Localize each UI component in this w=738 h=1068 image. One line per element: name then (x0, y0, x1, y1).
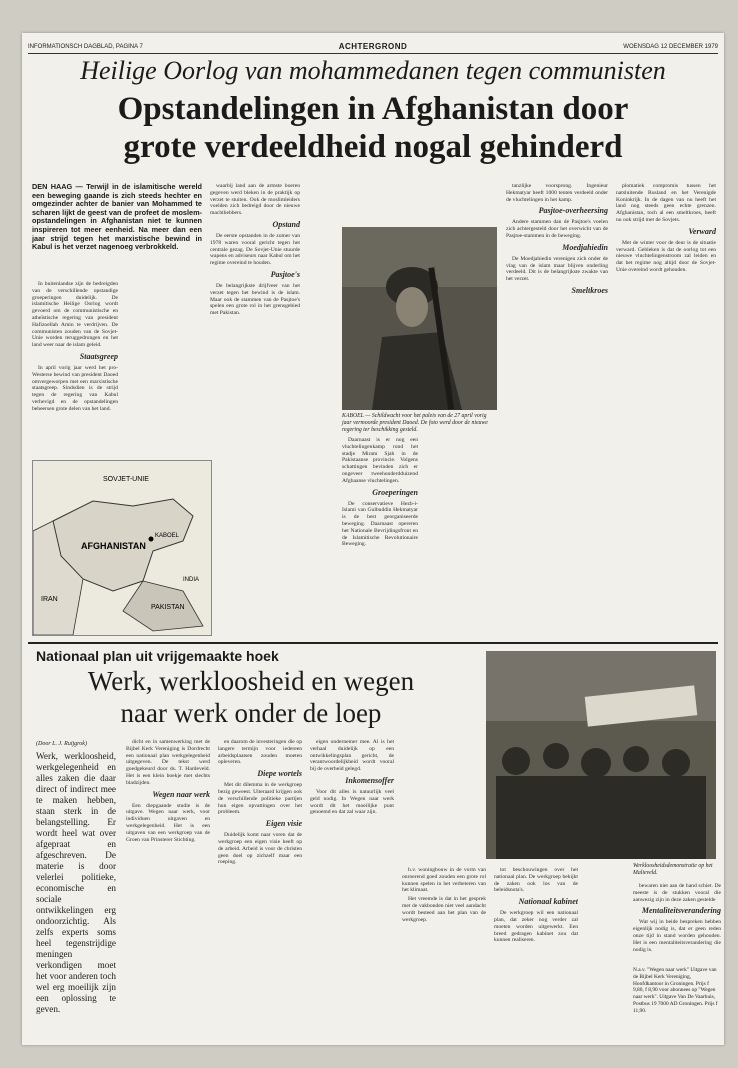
bottom-col3-sub: Diepe wortels (257, 769, 302, 779)
bottom-col6-sub: Nationaal kabinet (518, 897, 578, 907)
top-col4-text: Daarnaast is er nog een vluchtelingenkamp rond het stadje Miram Sjah in de Pakistaanse provincie. Volgens schattingen bevinden zich er ongeveer tweehonderdduizend Afghaanse vluchtelingen. (342, 437, 418, 484)
bottom-col4-sub: Inkomensoffer (345, 775, 394, 785)
newspaper-page (22, 33, 724, 1045)
bottom-col2-text: dicht en in samenwerking met de Bijbel Kerk Vereniging is Dordrecht een nationaal plan werkgelegenheid uitgegeven. De tekst werd goedgekeurd door ds. T. Hardeveld. Het is een klein boekje met slechts bladzijden. (126, 739, 210, 786)
map-label-sovjet: SOVJET-UNIE (103, 476, 149, 483)
top-col2-text: waarbij land aan de armste boeren gegeven werd bleken in de praktijk op verzet te stuiten. Ook de moslimleiders voelden zich bedreigd door de nieuwe machthebbers. (210, 183, 300, 217)
bottom-col7-sub: Mentaliteitsverandering (641, 906, 721, 916)
afghanistan-map (32, 460, 212, 636)
bottom-col-2 (126, 739, 210, 1039)
kabul-photo-caption: KABOEL — Schildwacht voor het paleis van de 27 april vorig jaar vermoorde president Daoed. De foto werd door de nieuwe regering ter beschikking gesteld. (342, 413, 488, 433)
bottom-col7-text: bewaren niet aan de hand schiet. De meeste is de stukken vooral die aanwezig zijn in deze zaken gestelde (633, 883, 721, 903)
map-label-india: INDIA (183, 577, 200, 583)
top-col-1 (32, 281, 118, 457)
top-headline-line2: grote verdeeldheid nogal gehinderd (123, 129, 623, 165)
top-col-5 (506, 183, 608, 635)
top-col-4 (342, 437, 418, 633)
top-col6-text2: Met de winter voor de deur is de situatie verward. Gebleken is dat de oorlog tot een nieuwe vluchtelingenstroom zal leiden en dat het regime nog altijd door de Sovjet-Unie overeind wordt gehouden. (616, 239, 716, 273)
bottom-col-7 (633, 883, 721, 965)
map-label-pakistan: PAKISTAN (151, 604, 185, 611)
top-col5-sub2: Moedjahiedin (562, 242, 608, 252)
kabul-dot (149, 537, 154, 542)
top-col1-text: In buitenlandse zijn de bedreigden van de verschillende opstandige groeperingen duidelijk. De islamitische Heilige Oorlog wordt gevoerd om de communistische en atheïstische regering van president Hafizoellah Amin te verdrijven. De communisten zouden van de Sovjet-Unie worden teruggedrongen en het land weer naar de islam geleid. (32, 281, 118, 349)
bottom-headline (36, 665, 466, 729)
demonstration-photo (486, 651, 716, 859)
bottom-headline-line1: Werk, werkloosheid en wegen (87, 666, 415, 696)
bottom-col7-text2: Wat wij in beide bespreken hebben eigenlijk nodig is, dat er geen reden onze tijd in stand worden gehouden. Het is een mentaliteitsverandering die nodig is. (633, 919, 721, 953)
top-lead: DEN HAAG — Terwijl in de islamitische wereld een beweging gaande is zich steeds hechter en omgezinder achter de banier van Mohammed te scharen lijkt de geest van de profeet de moslem-opstandelingen in Afghanistan niet te kunnen inspireren tot meer eenheid. Na meer dan een jaar strijd tegen het marxistische bewind in Kabul is het verzet nagenoeg verbrokkeld. (32, 182, 202, 252)
bottom-col5-text2: Het vreemde is dat in het gesprek met de vakbonden niet veel aandacht wordt besteed aan het plan van de werkgroep. (402, 896, 486, 923)
top-col4-sub: Groeperingen (372, 487, 418, 497)
header-section: ACHTERGROND (338, 42, 408, 51)
bottom-col3-text2: Met dit dilemma in de werkgroep bezig geweest. Uiteraard krijgen ook de verschillende politieke partijen hun eigen opvattingen over het probleem. (218, 782, 302, 816)
bottom-headline-line2: naar werk onder de loep (120, 698, 382, 728)
demonstration-photo-caption: Werkloosheidsdemonstratie op het Malieveld. (633, 863, 713, 876)
bottom-col4-text: eigen ondernemer mee. Al is het verhaal duidelijk op een ontwikkelingsplan gericht, de verantwoordelijkheid wordt vooral bij de overheid gelegd. (310, 739, 394, 773)
bottom-col5-text: h.v. woningbouw in de vorm van onroerend goed zouden een grote rol kunnen spelen in het verbeteren van het klimaat. (402, 867, 486, 894)
map-label-iran: IRAN (41, 596, 58, 603)
top-col2-sub: Opstand (272, 219, 300, 229)
top-col1-text2: In april vorig jaar werd het pro-Westerse bewind van president Daoed omvergeworpen met een marxistische staatsgreep. Sindsdien is de strijd tegen de regering van Kabul verhevigd en de opstandelingen beheersen grote delen van het land. (32, 364, 118, 412)
map-label-afghanistan: AFGHANISTAN (81, 541, 146, 551)
bottom-col4-text2: Voor dit alles is natuurlijk veel geld nodig. In Wegen naar werk wordt dit het moeilijke punt genoemd en dat zal waar zijn. (310, 788, 394, 816)
bottom-byline: (Door L. J. Ruijgrok) (36, 741, 87, 747)
bottom-col3-text: en daarom de investeringen die op langere termijn voor iedereen arbeidsplaatsen zouden moeten opleveren. (218, 739, 302, 766)
header-date: WOENSDAG 12 DECEMBER 1979 (623, 44, 718, 50)
top-headline-line1: Opstandelingen in Afghanistan door (117, 91, 629, 127)
bottom-col3-text3: Duidelijk komt naar voren dat de werkgroep een eigen visie heeft op de arbeid. Arbeid is voor de christen geen doel op zichzelf maar een roeping. (218, 832, 302, 866)
bottom-col3-sub2: Eigen visie (265, 819, 302, 829)
top-col2-text2: De eerste opstanden in de zomer van 1978 waren vooral gericht tegen het centrale gezag. De Sovjet-Unie stuurde wapens en adviseurs naar Kabul om het regime overeind te houden. (210, 232, 300, 267)
top-col2-sub2: Pasjtoe's (270, 269, 300, 279)
bottom-dropcap-column: Werk, werkloosheid, werkgelegenheid en alles zaken die daar direct of indirect mee te maken hebben, staan sterk in de belangstelling. Er wordt heel wat over afgepraat en afgeschreven. De materie is door velerlei politieke, economische en sociale ontwikkelingen erg ondoorzichtig. Als zelfs experts soms heel tegenstrijdige meningen verkondigen moet het voor anderen toch wel erg moeilijk zijn een oplossing te geven. (36, 751, 116, 1014)
bottom-col-3 (218, 739, 302, 1039)
bottom-col2-sub: Wegen naar werk (152, 789, 210, 799)
top-col6-sub: Verward (688, 226, 716, 236)
top-col6-text: plomatiek compromis tussen het natsluitende Rusland en het Verenigde Koninkrijk. In de dagen van nu heeft het land nog steeds geen echte grenzen. Afghanistan, toch al een smeltkroes, heeft nu ook strijd met de Sovjets. (616, 183, 716, 223)
bottom-col-5 (402, 867, 486, 1039)
top-col5-sub: Pasjtoe-overheersing (538, 206, 608, 216)
top-col-6 (616, 183, 716, 635)
bottom-col-6 (494, 867, 578, 1039)
top-kicker: Heilige Oorlog van mohammedanen tegen communisten (80, 56, 666, 85)
top-col1-sub: Staatsgreep (79, 351, 118, 361)
top-col5-text: tanzlijke voorsprong. Ingenieur Hekmatyar heeft 1000 tenten verdeeld onder de vluchtelingen in het kamp. (506, 183, 608, 203)
book-footnote: N.a.v. "Wegen naar werk" Uitgave van de Bijbel Kerk Vereniging, Hoofdkantoor in Groningen. Prijs f 9,80, f 8,90 voor abonnees op "Wegen naar werk". Uitgave Van De Vaarhuis, Postbus 19 7000 AD Groningen. Prijs f 11,90. (633, 967, 718, 1014)
map-label-kabul: KABOEL (155, 533, 180, 539)
section-divider (28, 642, 718, 644)
top-headline (30, 90, 716, 166)
header-paper-name: INFORMATIONSCH DAGBLAD, PAGINA 7 (28, 44, 143, 50)
kabul-guard-photo (342, 227, 497, 410)
top-col5-text3: De Moedjahiedin verenigen zich onder de vlag van de islam maar blijven onderling verdeeld. Dit is de belangrijkste zwakte van het verzet. (506, 255, 608, 283)
bottom-kicker: Nationaal plan uit vrijgemaakte hoek (36, 648, 279, 664)
bottom-col-4 (310, 739, 394, 1039)
top-col5-text2: Andere stammen dan de Pasjtoe's voelen zich achtergesteld door het overwicht van de Pasjtoe-stammen in de beweging. (506, 219, 608, 239)
top-col-2 (210, 183, 300, 635)
bottom-col6-text: tot beschouwingen over het nationaal plan. De werkgroep bekijkt de zaken ook los van de beleidsnota's. (494, 867, 578, 894)
top-col4-text2: De conservatieve Hezb-i-Islami van Gulbuddin Hekmatyar is de best georganiseerde beweging. Daarnaast opereren het Nationale Bevrijdingsfront en de Islamitische Revolutionaire Beweging. (342, 500, 418, 548)
bottom-col2-text2: Een diepgaande studie is de uitgave. Wegen naar werk, voor individuen uitgaven en werkgelegenheid. Het is een uitgaven van een werkgroep van de Groen van Prinsterer Stichting. (126, 802, 210, 843)
top-col5-sub3: Smeltkroes (571, 285, 608, 295)
top-col2-text3: De belangrijkste drijfveer van het verzet tegen het bewind is de islam. Maar ook de stammen van de Pasjtoe's spelen een grote rol in het grensgebied met Pakistan. (210, 282, 300, 317)
page-header (28, 41, 718, 54)
bottom-col6-text2: De werkgroep wil een nationaal plan, dat zeker nog verder zal moeten worden uitgewerkt. Een breed gedragen kabinet zou dat kunnen realiseren. (494, 910, 578, 944)
